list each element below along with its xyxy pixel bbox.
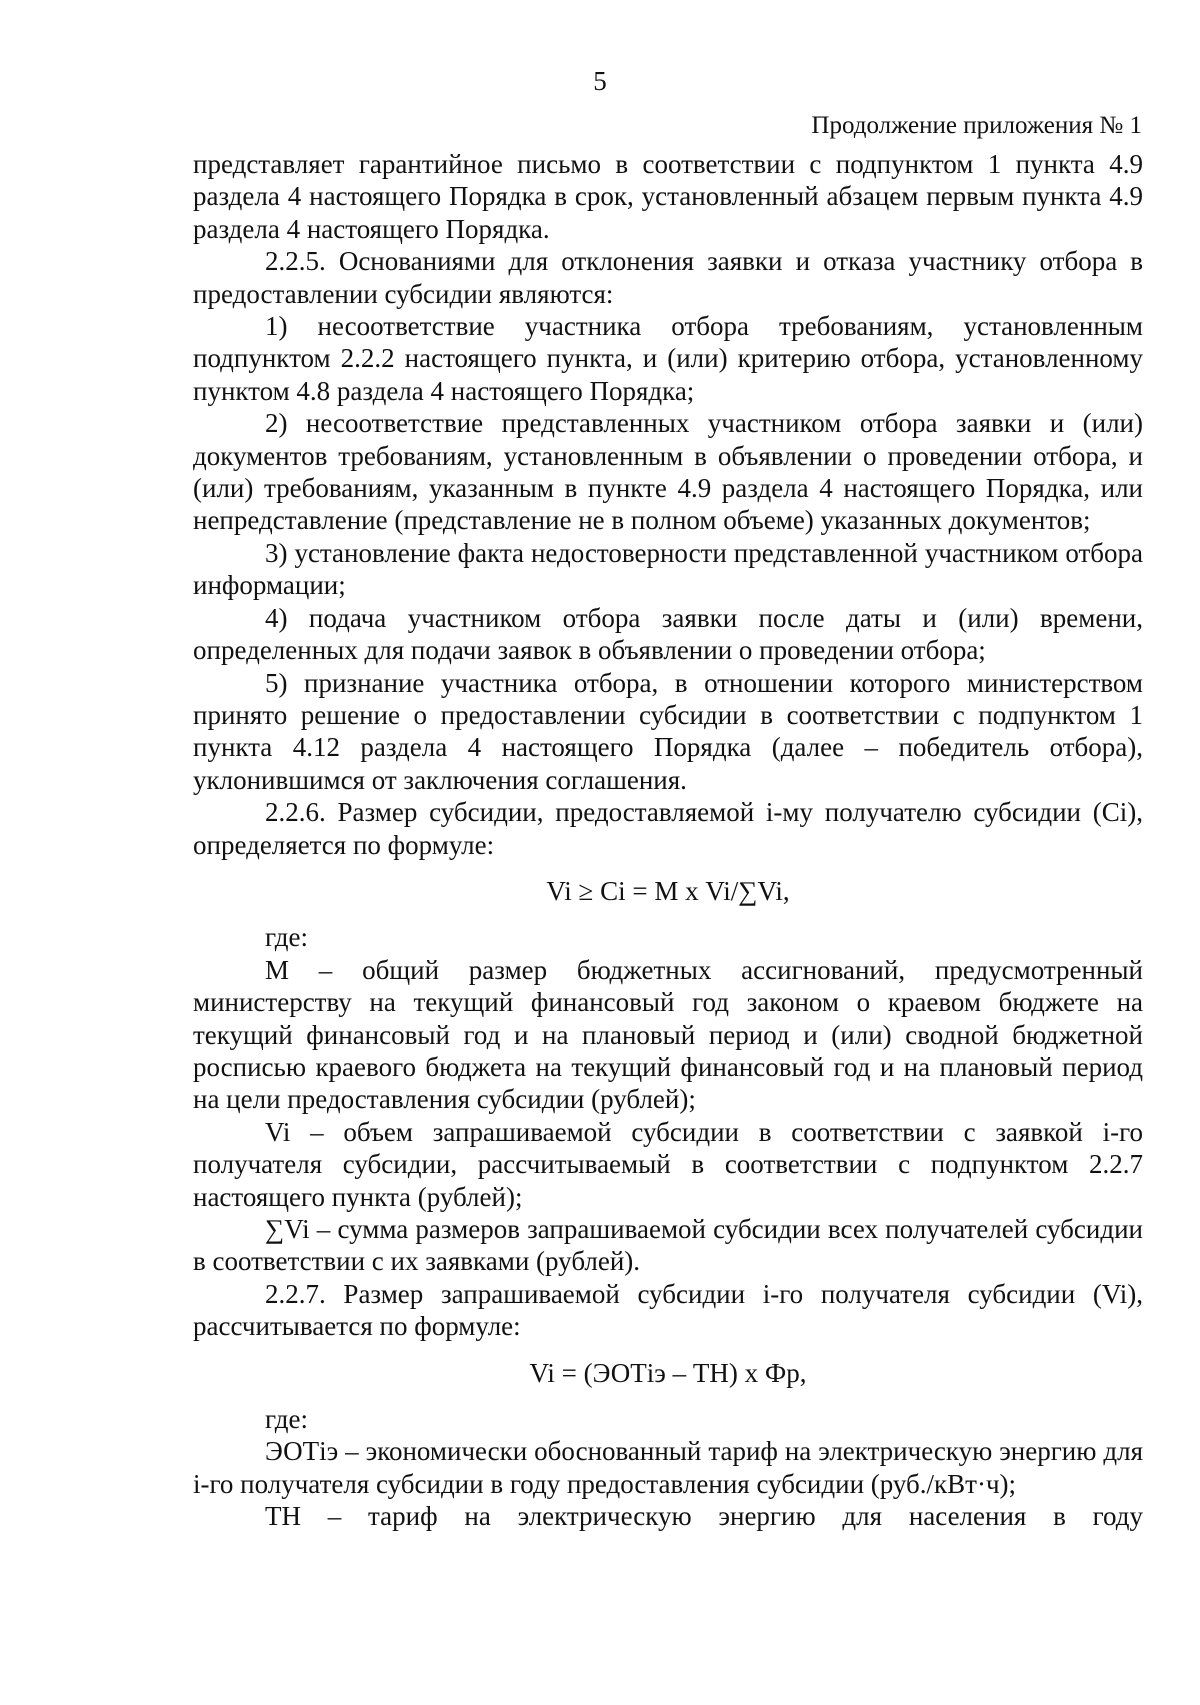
- paragraph-2-2-6: 2.2.6. Размер субсидии, предоставляемой i-му получателю субсидии (Сi), определяется по формуле:: [193, 797, 1143, 860]
- page-number: 5: [593, 66, 607, 96]
- paragraph-reason-5: 5) признание участника отбора, в отношении которого министерством принято решение о предоставлении субсидии в соответствии с подпунктом 1 пункта 4.12 раздела 4 настоящего Порядка (далее – победитель отбора), уклонившимся от заключения соглашения.: [193, 667, 1143, 795]
- definition-m: М – общий размер бюджетных ассигнований, предусмотренный министерству на текущий финансовый год законом о краевом бюджете на текущий финансовый год и на плановый период и (или) сводной бюджетной росписью краевого бюджета на текущий финансовый год и на плановый период на цели предоставления субсидии (рублей);: [193, 954, 1143, 1115]
- formula-where-label: где:: [265, 922, 308, 953]
- formula-subsidy-size: Vi ≥ Сi = М х Vi/∑Vi,: [546, 875, 790, 906]
- document-body: [193, 148, 1143, 1533]
- paragraph-guarantee-letter: представляет гарантийное письмо в соответствии с подпунктом 1 пункта 4.9 раздела 4 настоящего Порядка в срок, установленный абзацем первым пункта 4.9 раздела 4 настоящего Порядка.: [193, 149, 1143, 244]
- appendix-continuation-note: Продолжение приложения № 1: [811, 112, 1142, 139]
- paragraph-2-2-5-heading: 2.2.5. Основаниями для отклонения заявки и отказа участнику отбора в предоставлении субсидии являются:: [193, 246, 1143, 309]
- formula-requested-subsidy: Vi = (ЭОТiэ – ТН) х Фр,: [529, 1357, 807, 1388]
- paragraph-reason-2: 2) несоответствие представленных участником отбора заявки и (или) документов требованиям, установленным в объявлении о проведении отбора, и (или) требованиям, указанным в пункте 4.9 раздела 4 настоящего Порядка, или непредставление (представление не в полном объеме) указанных документов;: [193, 408, 1143, 536]
- definition-eot: ЭОТiэ – экономически обоснованный тариф на электрическую энергию для i-го получателя субсидии в году предоставления субсидии (руб./кВт·ч);: [193, 1436, 1143, 1499]
- paragraph-reason-3: 3) установление факта недостоверности представленной участником отбора информации;: [193, 537, 1143, 601]
- paragraph-2-2-7: 2.2.7. Размер запрашиваемой субсидии i-го получателя субсидии (Vi), рассчитывается по формуле:: [193, 1278, 1143, 1342]
- paragraph-reason-4: 4) подача участником отбора заявки после даты и (или) времени, определенных для подачи заявок в объявлении о проведении отбора;: [193, 602, 1143, 666]
- formula-where-label-2: где:: [265, 1404, 308, 1435]
- definition-sum-vi: ∑Vi – сумма размеров запрашиваемой субсидии всех получателей субсидии в соответствии с их заявками (рублей).: [193, 1214, 1143, 1277]
- definition-tn: ТН – тариф на электрическую энергию для населения в году: [265, 1501, 1143, 1532]
- paragraph-reason-1: 1) несоответствие участника отбора требованиям, установленным подпунктом 2.2.2 настоящего пункта, и (или) критерию отбора, установленному пунктом 4.8 раздела 4 настоящего Порядка;: [193, 311, 1143, 406]
- definition-vi: Vi – объем запрашиваемой субсидии в соответствии с заявкой i-го получателя субсидии, рассчитываемый в соответствии с подпунктом 2.2.7 настоящего пункта (рублей);: [193, 1116, 1143, 1212]
